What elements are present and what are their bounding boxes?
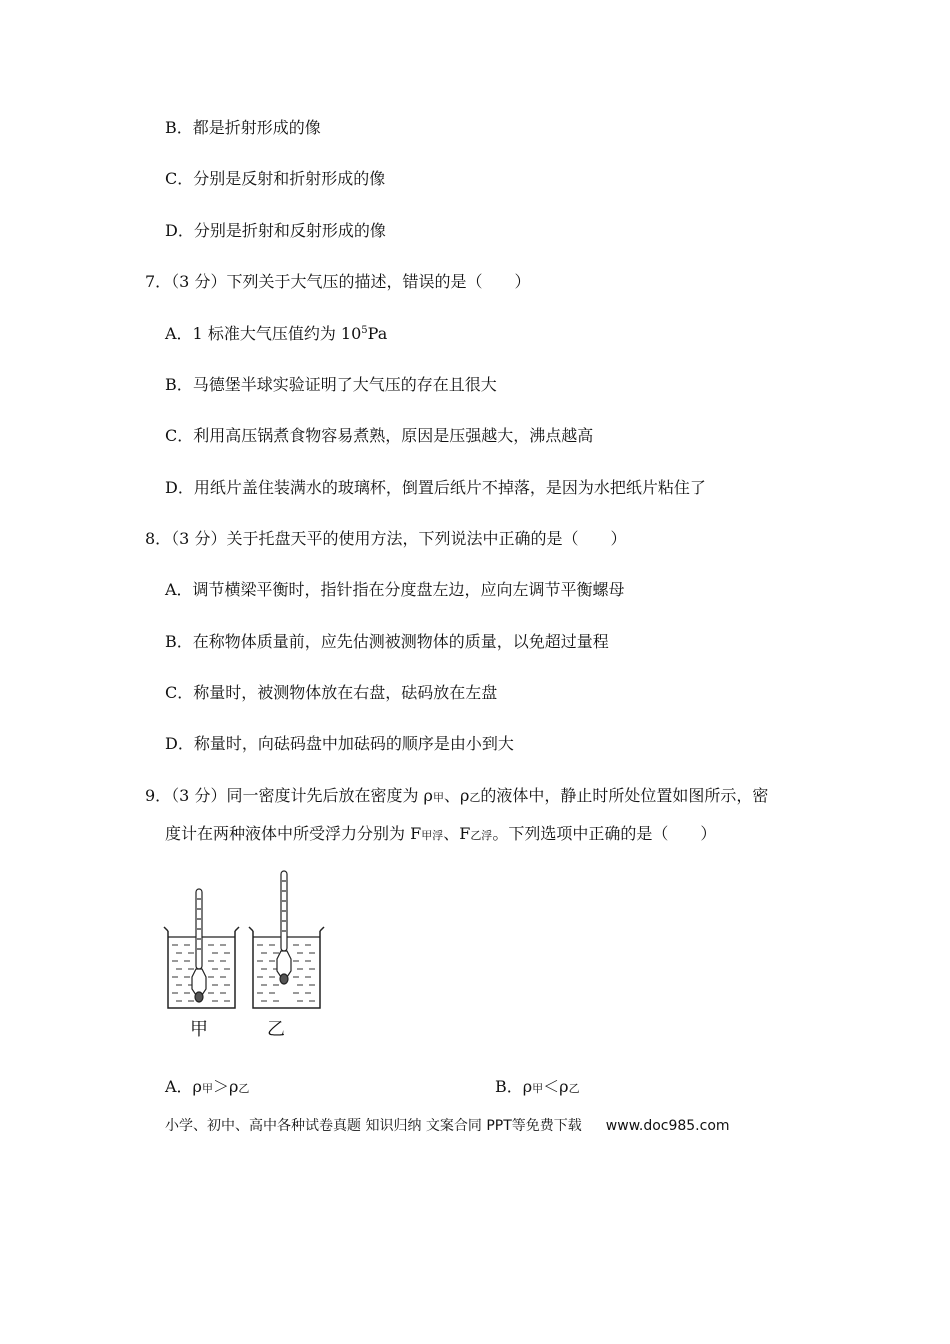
q9-option-b: B．ρ甲＜ρ乙 bbox=[495, 1077, 580, 1096]
q9-stem-line1: 9．（3 分）同一密度计先后放在密度为 ρ甲、ρ乙的液体中，静止时所处位置如图所示，密 bbox=[145, 786, 769, 805]
q8-option-d: D．称量时，向砝码盘中加砝码的顺序是由小到大 bbox=[165, 734, 514, 753]
q7-option-a: A．1 标准大气压值约为 $10^5Pa$ bbox=[165, 324, 388, 343]
figure-label-yi: 乙 bbox=[267, 1019, 285, 1040]
q8-option-b: B．在称物体质量前，应先估测被测物体的质量，以免超过量程 bbox=[165, 632, 609, 651]
q9-stem-line2: 度计在两种液体中所受浮力分别为 F甲浮、F乙浮。下列选项中正确的是（ ） bbox=[165, 824, 717, 843]
q7-option-c: C．利用高压锅煮食物容易煮熟，原因是压强越大，沸点越高 bbox=[165, 426, 594, 445]
q8-stem: 8．（3 分）关于托盘天平的使用方法，下列说法中正确的是（ ） bbox=[145, 529, 627, 548]
q8-option-a: A．调节横梁平衡时，指针指在分度盘左边，应向左调节平衡螺母 bbox=[165, 580, 625, 599]
q9-option-a: A．ρ甲＞ρ乙 bbox=[165, 1077, 250, 1096]
hydrometer-diagram bbox=[160, 865, 340, 1045]
footer-url[interactable]: www.doc985.com bbox=[605, 1118, 730, 1134]
q7-option-d: D．用纸片盖住装满水的玻璃杯，倒置后纸片不掉落，是因为水把纸片粘住了 bbox=[165, 478, 706, 497]
q6-option-c: C．分别是反射和折射形成的像 bbox=[165, 169, 386, 188]
q7-option-b: B．马德堡半球实验证明了大气压的存在且很大 bbox=[165, 375, 497, 394]
figure-label-jia: 甲 bbox=[190, 1019, 208, 1040]
q6-option-b: B．都是折射形成的像 bbox=[165, 118, 321, 137]
q8-option-c: C．称量时，被测物体放在右盘，砝码放在左盘 bbox=[165, 683, 498, 702]
hydrometer-figure bbox=[160, 865, 340, 1049]
hydrometer-right bbox=[277, 871, 291, 984]
hydrometer-left bbox=[192, 889, 206, 1002]
q6-option-d: D．分别是折射和反射形成的像 bbox=[165, 221, 386, 240]
q7-stem: 7．（3 分）下列关于大气压的描述，错误的是（ ） bbox=[145, 272, 531, 291]
footer-banner bbox=[165, 1115, 730, 1135]
footer-text: 小学、初中、高中各种试卷真题 知识归纳 文案合同 PPT等免费下载 bbox=[165, 1118, 582, 1134]
